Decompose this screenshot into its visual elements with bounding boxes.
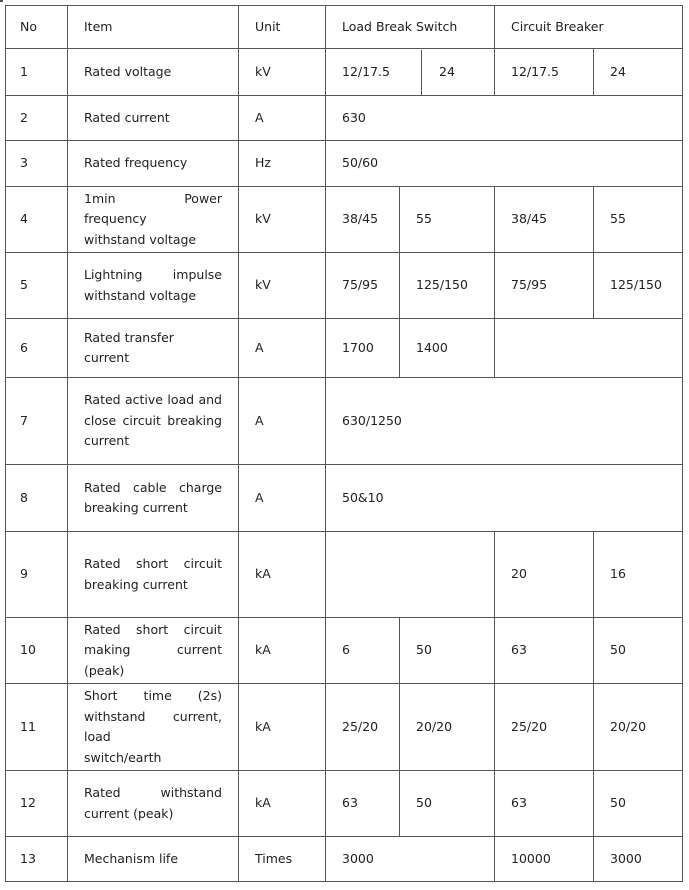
- row-item-line: withstand current, load: [84, 708, 222, 744]
- row-unit: kV: [239, 187, 326, 253]
- row-unit: kA: [239, 532, 326, 618]
- lbs-value-1: 12/17.5: [326, 50, 422, 95]
- cb-value-2: 50: [594, 771, 683, 837]
- row-unit: Hz: [239, 141, 326, 187]
- table-row: [6, 319, 683, 378]
- lbs-value-2: 24: [439, 63, 455, 79]
- row-item-line: switch/earth: [84, 749, 162, 765]
- lbs-value-1: 1700: [326, 319, 400, 378]
- header-unit: Unit: [239, 6, 326, 49]
- header-load-break-switch: Load Break Switch: [326, 6, 495, 49]
- row-no: 3: [6, 141, 68, 187]
- cb-value-2: 50: [594, 618, 683, 684]
- row-item-line: Rated active load and: [84, 392, 222, 408]
- lbs-split-cell: [326, 49, 495, 96]
- row-no: 9: [6, 532, 68, 618]
- row-unit: kV: [239, 49, 326, 96]
- row-item-line: making current (peak): [84, 642, 222, 678]
- row-no: 5: [6, 253, 68, 319]
- cb-value-2: 125/150: [594, 253, 683, 319]
- row-item: Rated transfer current: [68, 319, 239, 378]
- lbs-value-2: 125/150: [400, 253, 495, 319]
- cb-value-1: 63: [495, 618, 594, 684]
- row-no: 10: [6, 618, 68, 684]
- table-row: [6, 465, 683, 532]
- row-item: [68, 618, 239, 684]
- table-row: [6, 837, 683, 882]
- cb-value-1: 25/20: [495, 684, 594, 771]
- row-item: [68, 187, 239, 253]
- row-unit: kA: [239, 771, 326, 837]
- row-item: Mechanism life: [68, 837, 239, 882]
- table-row: [6, 253, 683, 319]
- specification-table: [5, 5, 683, 882]
- lbs-value-1: 6: [326, 618, 400, 684]
- table-row: [6, 187, 683, 253]
- row-item-line: Rated short circuit: [84, 621, 222, 637]
- row-no: 11: [6, 684, 68, 771]
- row-item-line: Rated short circuit: [84, 556, 222, 571]
- cb-value-2: 16: [594, 532, 683, 618]
- row-unit: A: [239, 319, 326, 378]
- row-item-line: Rated cable charge: [84, 479, 222, 495]
- row-item-line: Rated withstand: [84, 785, 222, 800]
- cb-value-2: 55: [594, 187, 683, 253]
- row-value: 630: [326, 96, 683, 141]
- row-unit: A: [239, 96, 326, 141]
- row-unit: A: [239, 465, 326, 532]
- table-row: [6, 684, 683, 771]
- table-row: [6, 618, 683, 684]
- cb-value-1: 20: [495, 532, 594, 618]
- lbs-value-1: 25/20: [326, 684, 400, 771]
- cb-value-2: 3000: [594, 837, 683, 882]
- row-value: 630/1250: [326, 378, 683, 465]
- row-item: Rated frequency: [68, 141, 239, 187]
- table-row: [6, 96, 683, 141]
- cb-value-1: 38/45: [495, 187, 594, 253]
- table-header-row: [6, 6, 683, 49]
- row-no: 1: [6, 49, 68, 96]
- lbs-value-2: 20/20: [400, 684, 495, 771]
- row-item: [68, 771, 239, 837]
- row-unit: kV: [239, 253, 326, 319]
- lbs-empty-cell: [326, 532, 495, 618]
- row-no: 7: [6, 378, 68, 465]
- row-item-line: breaking current: [84, 500, 188, 515]
- row-item-line: breaking current: [84, 576, 188, 592]
- cb-value-1: 10000: [495, 837, 594, 882]
- lbs-value-2: 50: [400, 618, 495, 684]
- lbs-value-1: 63: [326, 771, 400, 837]
- cb-value-2: 20/20: [594, 684, 683, 771]
- row-item-line: current: [84, 433, 130, 449]
- row-item: [68, 465, 239, 532]
- row-no: 13: [6, 837, 68, 882]
- row-item: Rated voltage: [68, 49, 239, 96]
- row-no: 4: [6, 187, 68, 253]
- row-no: 8: [6, 465, 68, 532]
- cb-value-1: 63: [495, 771, 594, 837]
- corner-mark: [0, 0, 3, 2]
- table-row: [6, 532, 683, 618]
- header-no: No: [6, 6, 68, 49]
- row-item: [68, 378, 239, 465]
- row-no: 12: [6, 771, 68, 837]
- lbs-value-1: 38/45: [326, 187, 400, 253]
- row-item: [68, 253, 239, 319]
- row-item-line: 1min Power frequency: [84, 190, 222, 227]
- row-item-line: Lightning impulse: [84, 267, 222, 282]
- row-unit: kA: [239, 618, 326, 684]
- lbs-value-2: 1400: [400, 319, 495, 378]
- cb-empty-cell: [495, 319, 683, 378]
- table-row: [6, 141, 683, 187]
- row-no: 2: [6, 96, 68, 141]
- lbs-value-2: 50: [400, 771, 495, 837]
- header-circuit-breaker: Circuit Breaker: [495, 6, 683, 49]
- row-item-line: withstand voltage: [84, 287, 197, 303]
- row-unit: kA: [239, 684, 326, 771]
- table-row: [6, 378, 683, 465]
- row-unit: A: [239, 378, 326, 465]
- row-item: [68, 684, 239, 771]
- table-row: [6, 771, 683, 837]
- row-item-line: current (peak): [84, 805, 174, 821]
- lbs-value-2: 55: [400, 187, 495, 253]
- row-item: Rated current: [68, 96, 239, 141]
- row-unit: Times: [239, 837, 326, 882]
- row-item-line: close circuit breaking: [84, 412, 222, 428]
- row-item-line: Short time (2s): [84, 688, 222, 703]
- cb-value-2: 24: [594, 49, 683, 96]
- row-item-line: withstand voltage: [84, 231, 197, 247]
- table-row: [6, 49, 683, 96]
- row-value: 50/60: [326, 141, 683, 187]
- cb-value-1: 75/95: [495, 253, 594, 319]
- row-item: [68, 532, 239, 618]
- lbs-value: 3000: [326, 837, 495, 882]
- row-no: 6: [6, 319, 68, 378]
- lbs-value-1: 75/95: [326, 253, 400, 319]
- header-item: Item: [68, 6, 239, 49]
- row-value: 50&10: [326, 465, 683, 532]
- cb-value-1: 12/17.5: [495, 49, 594, 96]
